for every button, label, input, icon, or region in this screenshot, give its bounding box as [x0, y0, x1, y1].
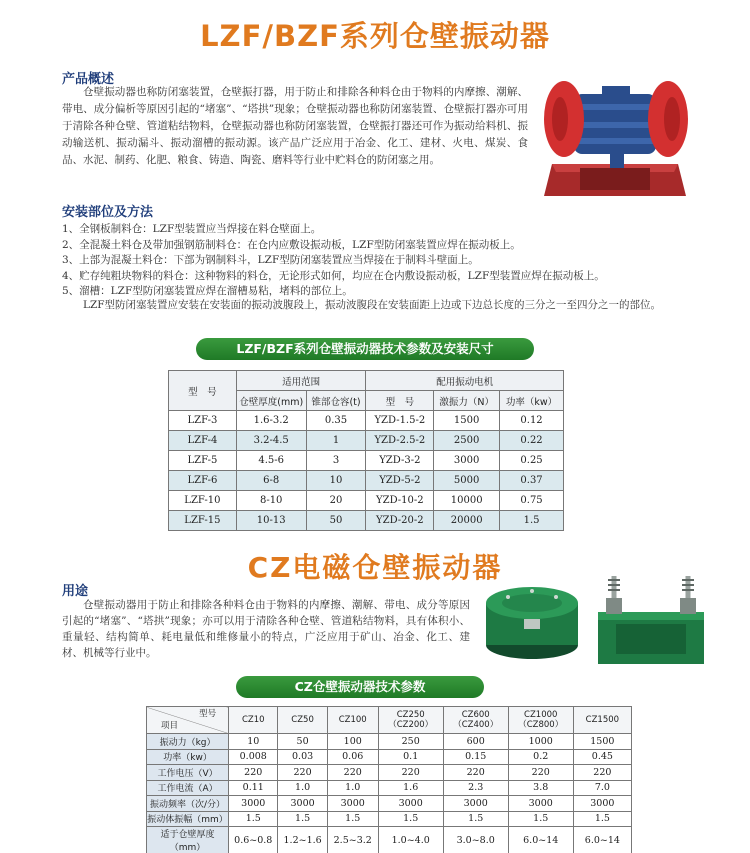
table-cell: 3000 [229, 796, 278, 812]
col-range: 适用范围 [236, 371, 366, 391]
table-cell: 1.6-3.2 [236, 411, 306, 431]
table-row [169, 451, 564, 471]
table-cell: 0.25 [500, 451, 564, 471]
row-label: 工作电流（A） [147, 780, 229, 796]
overview-text: 仓壁振动器也称防闭塞装置，仓壁振打器，用于防止和排除各种料仓由于物料的内摩擦、潮解、带电、成分偏析等原因引起的“堵塞”、“塔拱”现象；仓壁振动器也称防闭塞装置、仓壁振打器亦可用于清除各种仓壁、管道粘结物料，仓壁振动器也称防闭塞装置，仓壁振打器还可作为振动给料机、振动输送机、振动漏斗、振动溜槽的振动源。该产品广泛应用于冶金、化工、建材、火电、煤炭、食品、水泥、制药、化肥、粮食、铸造、陶瓷、磨料等行业中贮料仓的防闭塞之用。 [62, 86, 528, 166]
col-header: CZ600 （CZ400） [443, 707, 508, 734]
install-item: 1、全钢板制料仓：LZF型装置应当焊接在料仓壁面上。 [62, 223, 322, 235]
table-cell: 0.03 [278, 749, 327, 765]
table-cell: 3000 [327, 796, 378, 812]
table-row [169, 411, 564, 431]
row-label: 振动频率（次/分） [147, 796, 229, 812]
table-cell: YZD-3-2 [366, 451, 434, 471]
table-row [169, 431, 564, 451]
table-cell: 100 [327, 734, 378, 750]
table-cell: 3.8 [508, 780, 573, 796]
table-cell: 4.5-6 [236, 451, 306, 471]
table-cell: 10 [306, 471, 366, 491]
col-header: CZ1000 （CZ800） [508, 707, 573, 734]
install-note: LZF型防闭塞装置应安装在安装面的振动波腹段上，振动波腹段在安装面距上边或下边总长度的三分之一至四分之一的部位。 [83, 299, 662, 311]
table-cell: 0.12 [500, 411, 564, 431]
table-cell: 6.0~14 [508, 827, 573, 853]
table-cell: 220 [378, 765, 443, 781]
vibration-motor-image [540, 64, 690, 199]
table-cell: 20 [306, 491, 366, 511]
table-cell: 1000 [508, 734, 573, 750]
table-cell: 3000 [278, 796, 327, 812]
table-cell: 1500 [573, 734, 631, 750]
table-cell: 2.5~3.2 [327, 827, 378, 853]
table-cell: YZD-1.5-2 [366, 411, 434, 431]
table-cell: YZD-5-2 [366, 471, 434, 491]
table-cell: 1 [306, 431, 366, 451]
table-cell: 220 [573, 765, 631, 781]
table-cell: 600 [443, 734, 508, 750]
col-power: 功率（kw） [500, 391, 564, 411]
table-cell: LZF-10 [169, 491, 237, 511]
row-label: 功率（kw） [147, 749, 229, 765]
table-cell: 0.15 [443, 749, 508, 765]
table-row [169, 471, 564, 491]
usage-heading: 用途 [62, 584, 89, 599]
table-cell: 3000 [573, 796, 631, 812]
table-cell: 1.5 [508, 811, 573, 827]
install-heading: 安装部位及方法 [62, 205, 154, 220]
table-cell: 10000 [434, 491, 500, 511]
table-cell: 1.0 [278, 780, 327, 796]
table-cell: 2500 [434, 431, 500, 451]
table-cell: 0.75 [500, 491, 564, 511]
install-item: 3、上部为混凝土料仓：下部为钢制料斗，LZF型防闭塞装置应当焊接在于制料斗壁面上。 [62, 254, 479, 266]
table-cell: LZF-5 [169, 451, 237, 471]
table-cell: 5000 [434, 471, 500, 491]
table-cell: 3 [306, 451, 366, 471]
cz-vibrator-round-image [478, 575, 586, 665]
row-label: 振动体振幅（mm） [147, 811, 229, 827]
table-cell: 0.06 [327, 749, 378, 765]
table-cell: LZF-6 [169, 471, 237, 491]
table-row [147, 827, 632, 853]
table-cell: LZF-15 [169, 511, 237, 531]
table-cell: 3.2-4.5 [236, 431, 306, 451]
table-cell: 0.11 [229, 780, 278, 796]
table-cell: LZF-4 [169, 431, 237, 451]
table-row [147, 749, 632, 765]
install-list [62, 222, 722, 300]
row-label: 适于仓壁厚度（mm） [147, 827, 229, 853]
table-cell: 1.6 [378, 780, 443, 796]
table-row [147, 796, 632, 812]
table-cell: 1500 [434, 411, 500, 431]
table-cell: 0.45 [573, 749, 631, 765]
col-motor: 配用振动电机 [366, 371, 564, 391]
overview-heading: 产品概述 [62, 72, 115, 87]
table-cell: 1.0~4.0 [378, 827, 443, 853]
table-cell: 0.6~0.8 [229, 827, 278, 853]
table-cell: 2.3 [443, 780, 508, 796]
table-cell: 10 [229, 734, 278, 750]
table-cell: 7.0 [573, 780, 631, 796]
install-item: 4、贮存纯粗块物料的料仓：这种物料的料仓，无论形式如何，均应在仓内敷设振动板，LZF型装置应焊在振动板上。 [62, 269, 605, 282]
table-cell: 8-10 [236, 491, 306, 511]
table-cell: 220 [327, 765, 378, 781]
row-label: 工作电压（V） [147, 765, 229, 781]
table-cell: 1.5 [500, 511, 564, 531]
table-cell: 1.5 [443, 811, 508, 827]
table-cell: 6.0~14 [573, 827, 631, 853]
table-cell: 220 [508, 765, 573, 781]
table-row [169, 511, 564, 531]
table-cell: 1.5 [229, 811, 278, 827]
table-row [147, 734, 632, 750]
table-row [169, 491, 564, 511]
table-cell: 10-13 [236, 511, 306, 531]
table-cell: 1.5 [378, 811, 443, 827]
col-thickness: 仓壁厚度(mm) [236, 391, 306, 411]
row-label: 振动力（kg） [147, 734, 229, 750]
table-cell: YZD-20-2 [366, 511, 434, 531]
col-model: 型 号 [169, 371, 237, 411]
table-row [147, 765, 632, 781]
table-cell: 0.35 [306, 411, 366, 431]
col-header: CZ1500 [573, 707, 631, 734]
col-header: CZ50 [278, 707, 327, 734]
table-cell: 6-8 [236, 471, 306, 491]
table-cell: YZD-2.5-2 [366, 431, 434, 451]
install-item: 2、全混凝土料仓及带加强钢筋制料仓：在仓内应敷设振动板，LZF型防闭塞装置应焊在振动板上。 [62, 238, 521, 251]
table-cell: 1.0 [327, 780, 378, 796]
table-cell: 3000 [508, 796, 573, 812]
page-title: LZF/BZF系列仓壁振动器 [200, 19, 550, 53]
table-cell: 250 [378, 734, 443, 750]
table-cell: 3000 [434, 451, 500, 471]
col-motor-model: 型 号 [366, 391, 434, 411]
table-cell: 1.5 [327, 811, 378, 827]
col-header: CZ10 [229, 707, 278, 734]
col-capacity: 锥部仓容(t) [306, 391, 366, 411]
table-row [147, 811, 632, 827]
table-cell: 220 [278, 765, 327, 781]
corner-bottom-label: 项目 [161, 721, 179, 731]
table-cell: 1.5 [278, 811, 327, 827]
usage-text: 仓壁振动器用于防止和排除各种料仓由于物料的内摩擦、潮解、带电、成分等原因引起的“堵塞”、“塔拱”现象；亦可以用于清除各种仓壁、管道粘结物料，具有体积小、重量轻、结构简单、耗电量低和维修量小的特点，广泛应用于矿山、冶金、化工、建材、机械等行业中。 [62, 599, 470, 659]
table-cell: 0.1 [378, 749, 443, 765]
cz-title: CZ电磁仓壁振动器 [247, 551, 503, 584]
table-cell: 50 [306, 511, 366, 531]
table-cell: 0.008 [229, 749, 278, 765]
cz-spec-table [146, 706, 632, 853]
table-cell: 20000 [434, 511, 500, 531]
table-cell: 0.22 [500, 431, 564, 451]
col-header: CZ250 （CZ200） [378, 707, 443, 734]
table-cell: 0.2 [508, 749, 573, 765]
table-cell: 220 [229, 765, 278, 781]
table2-banner: CZ仓壁振动器技术参数 [236, 676, 484, 698]
install-item: 5、溜槽：LZF型防闭塞装置应焊在溜槽易粘，堵料的部位上。 [62, 285, 353, 297]
corner-cell [147, 707, 229, 734]
corner-top-label: 型号 [199, 709, 217, 719]
table-cell: 3.0~8.0 [443, 827, 508, 853]
table-cell: 1.5 [573, 811, 631, 827]
table-cell: YZD-10-2 [366, 491, 434, 511]
table-cell: 1.2~1.6 [278, 827, 327, 853]
lzf-spec-table [168, 370, 564, 531]
table-row [147, 780, 632, 796]
table-cell: 3000 [378, 796, 443, 812]
table1-banner: LZF/BZF系列仓壁振动器技术参数及安装尺寸 [196, 338, 534, 360]
table-cell: 220 [443, 765, 508, 781]
table-cell: 50 [278, 734, 327, 750]
table-cell: LZF-3 [169, 411, 237, 431]
cz-vibrator-spring-image [592, 572, 710, 668]
table-cell: 3000 [443, 796, 508, 812]
table-cell: 0.37 [500, 471, 564, 491]
col-header: CZ100 [327, 707, 378, 734]
col-force: 激振力（N） [434, 391, 500, 411]
